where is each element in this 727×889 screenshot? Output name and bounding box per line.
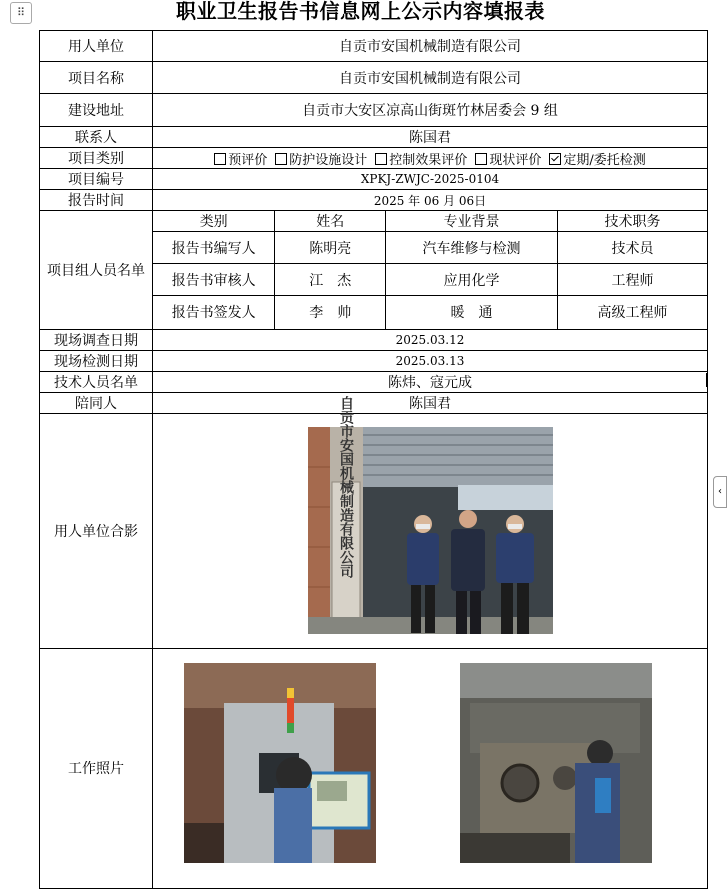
project-no-label: 项目编号 [40,169,153,190]
employer-label: 用人单位 [40,31,153,62]
team-title: 工程师 [557,264,707,296]
info-table [39,30,708,889]
team-title: 高级工程师 [557,296,707,329]
team-header-title: 技术职务 [557,211,707,232]
table-row [153,296,707,329]
checkbox-icon[interactable] [275,153,287,165]
category-option-label: 防护设施设计 [289,152,368,168]
page-title: 职业卫生报告书信息网上公示内容填报表 [176,0,545,23]
escort-value: 陈国君 [153,392,708,413]
checkbox-icon[interactable] [475,153,487,165]
drag-handle-icon[interactable]: ⠿ [10,2,32,24]
report-date-value: 2025 年 06 月 06日 [153,190,708,211]
project-no-value: XPKJ-ZWJC-2025-0104 [153,169,708,190]
category-option-label: 现状评价 [489,152,542,168]
contact-label: 联系人 [40,127,153,148]
category-option[interactable] [214,153,267,168]
category-option-label: 定期/委托检测 [563,152,646,168]
survey-date-value: 2025.03.12 [153,329,708,350]
work-photo-left [184,663,376,863]
team-header-role: 类别 [153,211,275,232]
category-option[interactable] [549,153,645,168]
team-major: 汽车维修与检测 [386,232,558,264]
escort-label: 陪同人 [40,392,153,413]
team-label: 项目组人员名单 [40,211,153,330]
address-label: 建设地址 [40,94,153,127]
sign-text: 自贡市安国机械制造有限公司 [337,396,354,578]
team-name: 陈明亮 [275,232,386,264]
contact-value: 陈国君 [153,127,708,148]
team-header-major: 专业背景 [386,211,558,232]
address-value: 自贡市大安区凉高山街斑竹林居委会 9 组 [153,94,708,127]
team-role: 报告书编写人 [153,232,275,264]
group-photo-label: 用人单位合影 [40,413,153,648]
category-options [153,148,708,169]
category-option[interactable] [375,153,467,168]
employer-value: 自贡市安国机械制造有限公司 [153,31,708,62]
category-label: 项目类别 [40,148,153,169]
team-name: 江 杰 [275,264,386,296]
checkbox-icon[interactable] [375,153,387,165]
report-date-label: 报告时间 [40,190,153,211]
category-option[interactable] [475,153,541,168]
work-photo-label: 工作照片 [40,648,153,888]
survey-date-label: 现场调查日期 [40,329,153,350]
category-option[interactable] [275,153,367,168]
team-table [153,211,707,329]
test-date-value: 2025.03.13 [153,350,708,371]
tech-staff-label: 技术人员名单 [40,371,153,392]
team-major: 应用化学 [386,264,558,296]
checkbox-checked-icon[interactable] [549,153,561,165]
category-option-label: 预评价 [228,152,268,168]
team-role: 报告书审核人 [153,264,275,296]
checkbox-icon[interactable] [214,153,226,165]
tech-staff-value: 陈炜、寇元成 [153,371,708,392]
side-panel-tab[interactable]: ‹ [713,476,727,508]
work-photo-right [460,663,652,863]
table-row [153,232,707,264]
team-major: 暖 通 [386,296,558,329]
category-option-label: 控制效果评价 [389,152,468,168]
team-name: 李 帅 [275,296,386,329]
test-date-label: 现场检测日期 [40,350,153,371]
project-name-value: 自贡市安国机械制造有限公司 [153,62,708,94]
table-row [153,264,707,296]
team-header-name: 姓名 [275,211,386,232]
team-title: 技术员 [557,232,707,264]
team-role: 报告书签发人 [153,296,275,329]
project-name-label: 项目名称 [40,62,153,94]
